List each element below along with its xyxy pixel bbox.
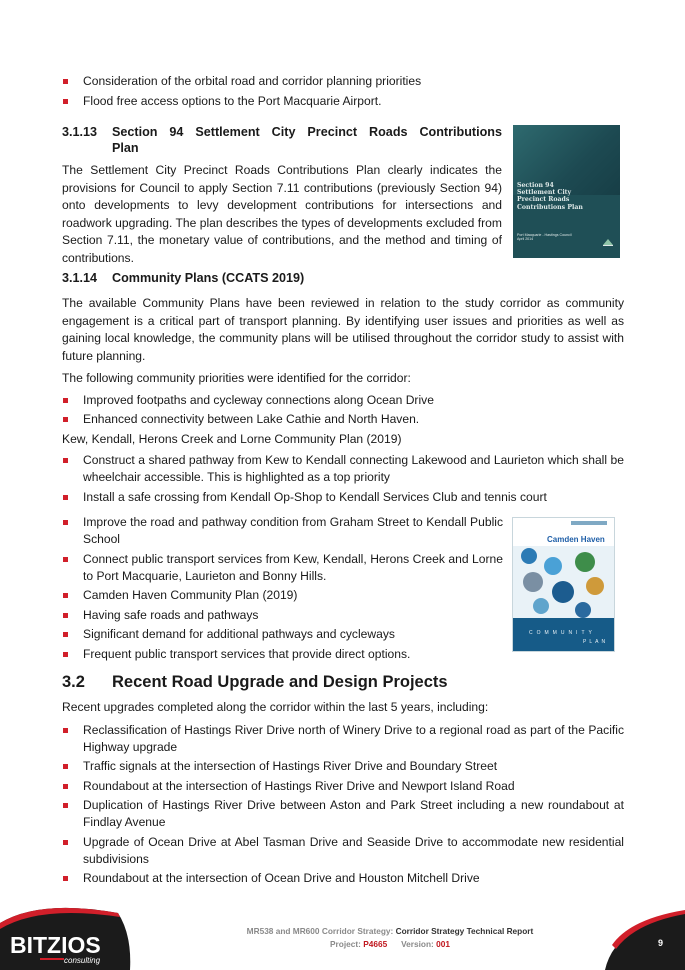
heading-line2: Plan (112, 141, 139, 155)
section-paragraph: The available Community Plans have been reviewed in relation to the study corridor as community engagement is a critical part of transport planning. By identifying user issues and priorities as well as gaining local knowledge, the community plans will be utilised throughout the corridor study to assist with future planning. (62, 296, 624, 363)
footer-project-line: Project: P4665 Version: 001 (330, 939, 450, 949)
section-paragraph: Recent upgrades completed along the corridor within the last 5 years, including: (62, 700, 489, 714)
page-number: 9 (658, 938, 664, 948)
section-3-2 (62, 672, 624, 890)
footer-title-line: MR538 and MR600 Corridor Strategy: Corridor Strategy Technical Report (246, 926, 534, 936)
top-bullet-list (62, 73, 624, 112)
list-item: Consideration of the orbital road and corridor planning priorities (62, 73, 624, 90)
footer-text (190, 925, 590, 951)
section-paragraph: The following community priorities were identified for the corridor: (62, 371, 411, 385)
list-item: Construct a shared pathway from Kew to Kendall connecting Lakewood and Laurieton which shall be wheelchair accessible. This is highlighted as a top priority (62, 452, 624, 486)
section-heading: 3.1.13 Section 94 Settlement City Precinct Roads Contributions Plan (62, 125, 502, 155)
heading-line1: Section 94 Settlement City Precinct Roads Contributions (112, 125, 502, 139)
list-item: Roundabout at the intersection of Hastings River Drive and Newport Island Road (62, 778, 624, 795)
narrow-bullet-list (62, 514, 503, 665)
contributions-plan-cover-image (513, 125, 620, 258)
list-item: Connect public transport services from Kew, Kendall, Herons Creek and Lorne to Port Macquarie, Laurieton and Bonny Hills. (62, 551, 503, 585)
list-item: Duplication of Hastings River Drive between Aston and Park Street including a new roundabout at Findlay Avenue (62, 797, 624, 831)
list-item: Improve the road and pathway condition from Graham Street to Kendall Public School (62, 514, 503, 548)
cover-subtitle: Port Macquarie - Hastings Council April 2014 (517, 233, 572, 242)
section-3-1-14 (62, 270, 624, 508)
list-item: Reclassification of Hastings River Drive north of Winery Drive to a regional road as part of the Pacific Highway upgrade (62, 722, 624, 756)
section-paragraph: The Settlement City Precinct Roads Contributions Plan clearly indicates the provisions for Council to apply Section 7.11 contributions (previously Section 94) onto developments to levy development contributions for intersections and roadwork upgrading. The plan describes the types of developments excluded from Section 7.11, the monetary value of contributions, and the method and timing of contributions. (62, 163, 502, 265)
cover-header-icon (513, 518, 614, 530)
cover-title: Camden Haven (547, 535, 605, 544)
cover-plan-label: PLAN (583, 639, 609, 645)
list-item: Significant demand for additional pathways and cycleways (62, 626, 503, 643)
section-3-1-13 (62, 124, 502, 267)
bitzios-logo (0, 905, 140, 970)
list-item: Roundabout at the intersection of Ocean Drive and Houston Mitchell Drive (62, 870, 624, 887)
list-item: Install a safe crossing from Kendall Op-Shop to Kendall Services Club and tennis court (62, 489, 624, 506)
section-heading: 3.1.14 Community Plans (CCATS 2019) (62, 271, 305, 285)
cover-title: Section 94 Settlement City Precinct Roads Contributions Plan (517, 182, 583, 211)
section-paragraph: Kew, Kendall, Herons Creek and Lorne Community Plan (2019) (62, 431, 402, 446)
section-heading: 3.2 Recent Road Upgrade and Design Projects (62, 673, 448, 691)
priority-list (62, 392, 624, 429)
upgrade-list (62, 722, 624, 888)
list-item: Upgrade of Ocean Drive at Abel Tasman Drive and Seaside Drive to accommodate new residential subdivisions (62, 834, 624, 868)
list-item: Flood free access options to the Port Macquarie Airport. (62, 93, 624, 110)
logo-wordmark: BITZIOS (10, 932, 101, 958)
cover-community-label: COMMUNITY (529, 630, 596, 636)
list-item: Frequent public transport services that provide direct options. (62, 646, 503, 663)
list-item: Improved footpaths and cycleway connections along Ocean Drive (62, 392, 624, 409)
list-item: Having safe roads and pathways (62, 607, 503, 624)
logo-subtext: consulting (64, 956, 101, 965)
list-item: Enhanced connectivity between Lake Cathie and North Haven. (62, 411, 624, 428)
photo-collage-icon (513, 546, 614, 620)
list-item: Camden Haven Community Plan (2019) (62, 587, 503, 604)
kew-plan-list (62, 452, 624, 506)
footer-corner-shape (590, 905, 685, 970)
camden-haven-plan-cover-image (512, 517, 615, 652)
council-logo-icon (602, 237, 614, 247)
list-item: Traffic signals at the intersection of Hastings River Drive and Boundary Street (62, 758, 624, 775)
